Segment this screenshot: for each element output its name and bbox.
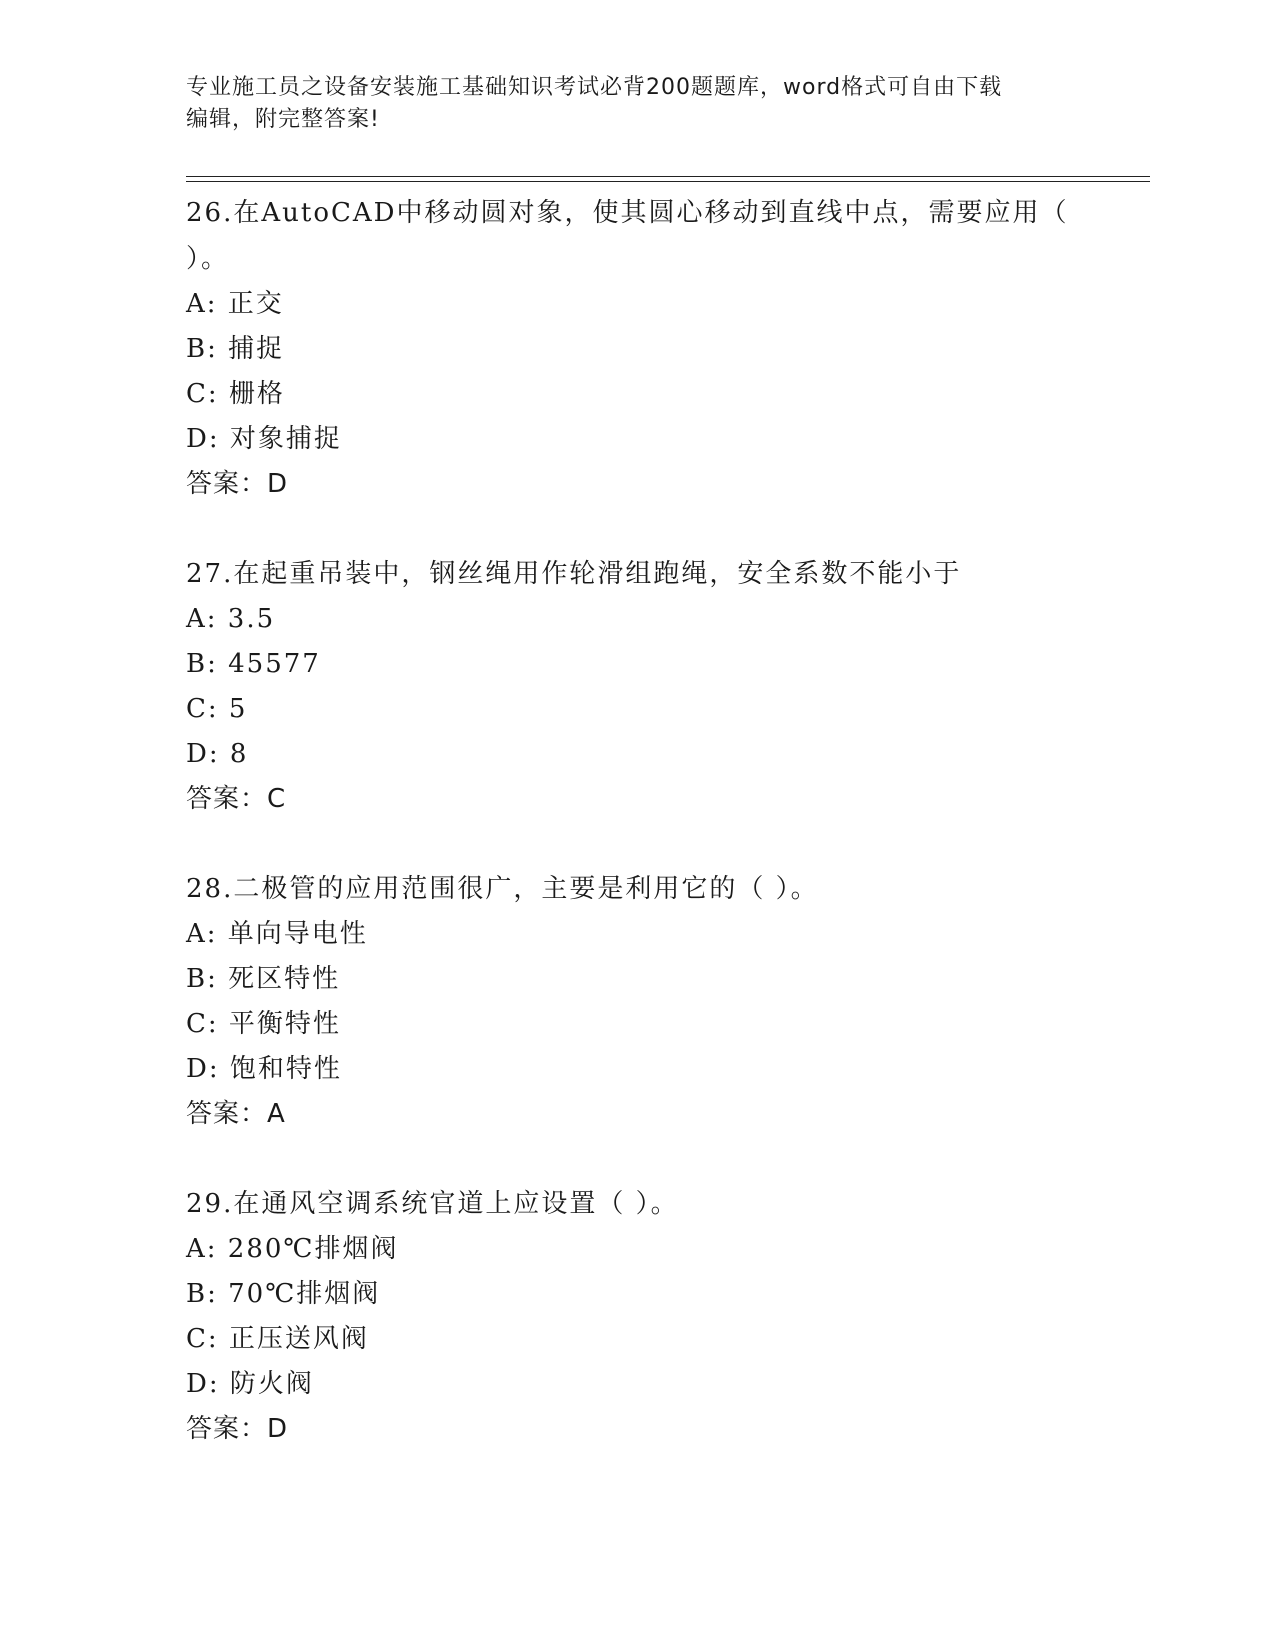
header-line-1: 专业施工员之设备安装施工基础知识考试必背200题题库，word格式可自由下载 bbox=[186, 75, 1003, 100]
question-stem: 28.二极管的应用范围很广，主要是利用它的（ ）。 bbox=[186, 874, 819, 904]
question-28 bbox=[186, 866, 1086, 1137]
option-c: C: 正压送风阀 bbox=[186, 1324, 369, 1354]
option-d: D: 防火阀 bbox=[186, 1369, 314, 1399]
document-header bbox=[186, 72, 1066, 136]
option-d: D: 8 bbox=[186, 739, 249, 769]
option-b: B: 捕捉 bbox=[186, 334, 285, 364]
option-c: C: 栅格 bbox=[186, 379, 285, 409]
answer: 答案：D bbox=[186, 469, 289, 499]
option-a: A: 单向导电性 bbox=[186, 919, 368, 949]
option-d: D: 对象捕捉 bbox=[186, 424, 342, 454]
option-b: B: 70℃排烟阀 bbox=[186, 1279, 381, 1309]
option-b: B: 45577 bbox=[186, 649, 321, 679]
header-divider-top bbox=[186, 176, 1150, 177]
option-d: D: 饱和特性 bbox=[186, 1054, 342, 1084]
answer: 答案：A bbox=[186, 1099, 286, 1129]
header-divider-bottom bbox=[186, 181, 1150, 182]
question-stem: 27.在起重吊装中，钢丝绳用作轮滑组跑绳，安全系数不能小于 bbox=[186, 559, 962, 589]
question-26 bbox=[186, 190, 1086, 507]
question-29 bbox=[186, 1181, 1086, 1452]
option-a: A: 正交 bbox=[186, 289, 284, 319]
answer: 答案：C bbox=[186, 784, 287, 814]
question-list bbox=[186, 190, 1086, 1496]
answer: 答案：D bbox=[186, 1414, 289, 1444]
option-c: C: 5 bbox=[186, 694, 248, 724]
header-line-2: 编辑，附完整答案! bbox=[186, 107, 380, 132]
question-stem-continued: ）。 bbox=[186, 244, 230, 274]
question-stem: 26.在AutoCAD中移动圆对象，使其圆心移动到直线中点，需要应用（ bbox=[186, 198, 1069, 228]
option-b: B: 死区特性 bbox=[186, 964, 341, 994]
option-c: C: 平衡特性 bbox=[186, 1009, 341, 1039]
option-a: A: 280℃排烟阀 bbox=[186, 1234, 399, 1264]
question-stem: 29.在通风空调系统官道上应设置（ ）。 bbox=[186, 1189, 679, 1219]
option-a: A: 3.5 bbox=[186, 604, 276, 634]
question-27 bbox=[186, 551, 1086, 822]
